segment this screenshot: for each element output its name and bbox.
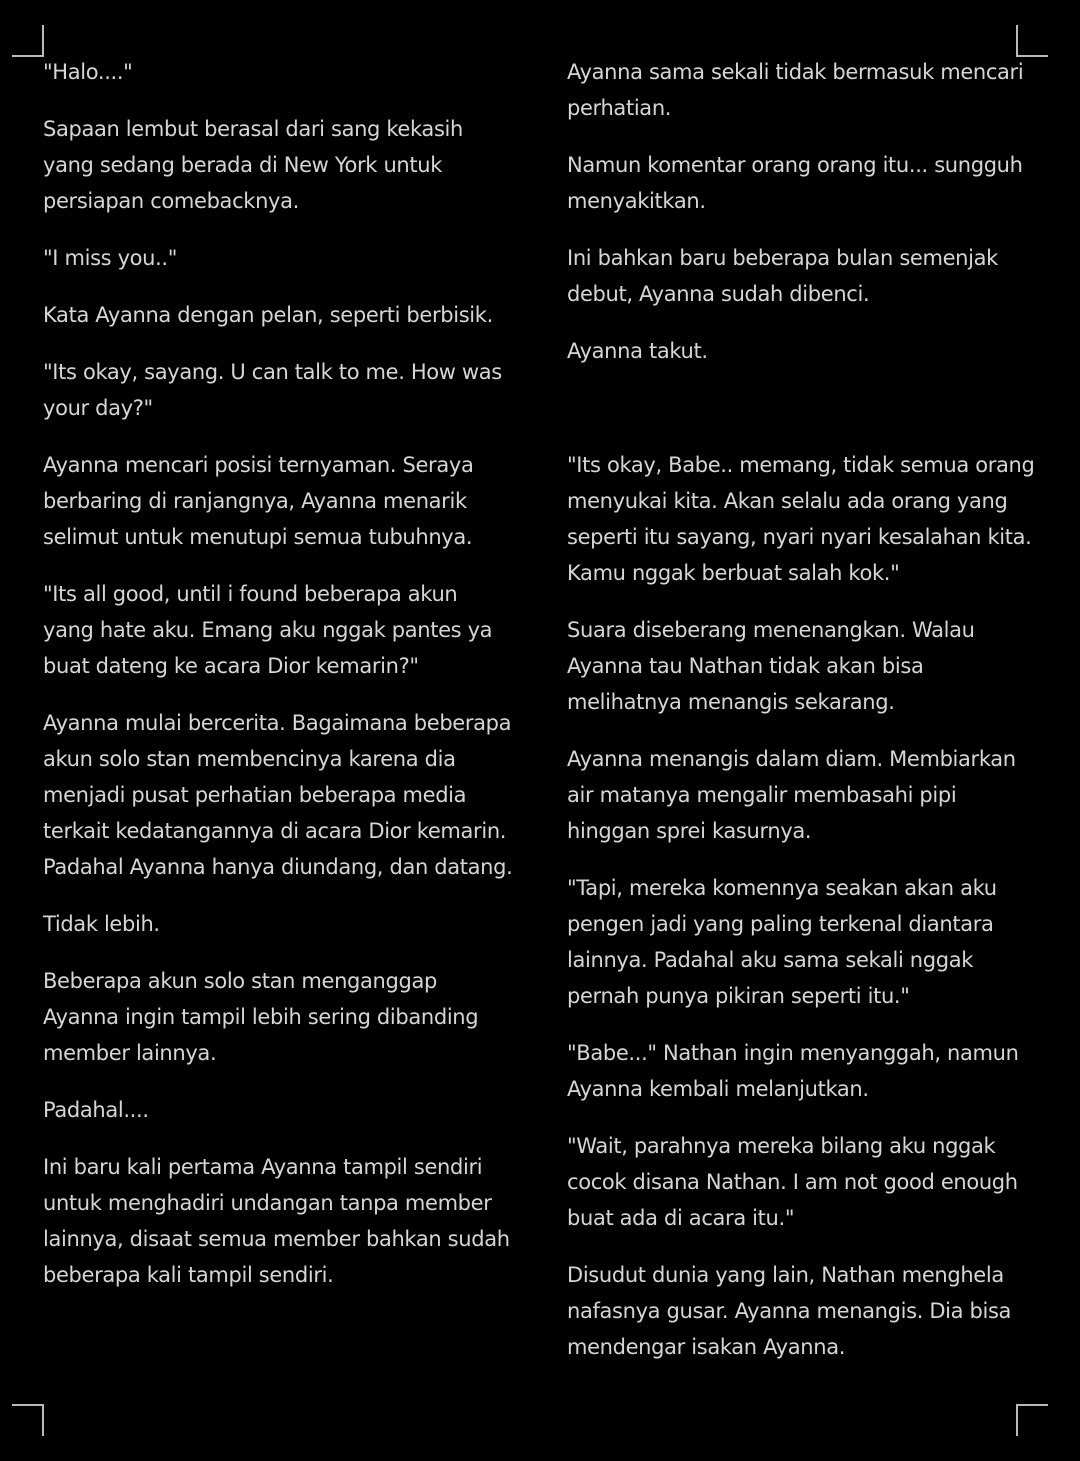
paragraph: Beberapa akun solo stan menganggap Ayanna ingin tampil lebih sering dibanding member lainnya.: [43, 969, 479, 1065]
paragraph: Ayanna takut.: [567, 339, 708, 363]
paragraph: Sapaan lembut berasal dari sang kekasih yang sedang berada di New York untuk persiapan comebacknya.: [43, 117, 463, 213]
paragraph: Ini baru kali pertama Ayanna tampil sendiri untuk menghadiri undangan tanpa member lainnya, disaat semua member bahkan sudah beberapa kali tampil sendiri.: [43, 1155, 510, 1287]
paragraph: Ini bahkan baru beberapa bulan semenjak debut, Ayanna sudah dibenci.: [567, 246, 998, 306]
paragraph: Ayanna mulai bercerita. Bagaimana beberapa akun solo stan membencinya karena dia menjadi pusat perhatian beberapa media terkait kedatangannya di acara Dior kemarin. Padahal Ayanna hanya diundang, dan datang.: [43, 711, 513, 879]
paragraph: Kata Ayanna dengan pelan, seperti berbisik.: [43, 303, 493, 327]
crop-mark-bottom-left: [12, 1404, 44, 1436]
paragraph: Disudut dunia yang lain, Nathan menghela nafasnya gusar. Ayanna menangis. Dia bisa mendengar isakan Ayanna.: [567, 1263, 1012, 1359]
paragraph: "Its okay, Babe.. memang, tidak semua orang menyukai kita. Akan selalu ada orang yang seperti itu sayang, nyari nyari kesalahan kita. Kamu nggak berbuat salah kok.": [567, 453, 1035, 585]
paragraph: "I miss you..": [43, 246, 178, 270]
paragraph: Namun komentar orang orang itu... sungguh menyakitkan.: [567, 153, 1023, 213]
paragraph: "Wait, parahnya mereka bilang aku nggak cocok disana Nathan. I am not good enough buat ada di acara itu.": [567, 1134, 1018, 1230]
right-text-column: [567, 54, 1037, 1386]
blank-line-gap: [567, 390, 1037, 447]
crop-mark-top-right: [1016, 25, 1048, 57]
paragraph: Ayanna menangis dalam diam. Membiarkan air matanya mengalir membasahi pipi hinggan sprei kasurnya.: [567, 747, 1016, 843]
paragraph: "Its all good, until i found beberapa akun yang hate aku. Emang aku nggak pantes ya buat dateng ke acara Dior kemarin?": [43, 582, 493, 678]
crop-mark-bottom-right: [1016, 1404, 1048, 1436]
paragraph: Ayanna mencari posisi ternyaman. Seraya berbaring di ranjangnya, Ayanna menarik selimut untuk menutupi semua tubuhnya.: [43, 453, 474, 549]
paragraph: "Halo....": [43, 60, 133, 84]
paragraph: "Its okay, sayang. U can talk to me. How was your day?": [43, 360, 502, 420]
paragraph: Suara diseberang menenangkan. Walau Ayanna tau Nathan tidak akan bisa melihatnya menangis sekarang.: [567, 618, 975, 714]
paragraph: Ayanna sama sekali tidak bermasuk mencari perhatian.: [567, 60, 1024, 120]
crop-mark-top-left: [12, 25, 44, 57]
paragraph: Padahal....: [43, 1098, 149, 1122]
paragraph: "Tapi, mereka komennya seakan akan aku pengen jadi yang paling terkenal diantara lainnya. Padahal aku sama sekali nggak pernah punya pikiran seperti itu.": [567, 876, 997, 1008]
paragraph: Tidak lebih.: [43, 912, 160, 936]
paragraph: "Babe..." Nathan ingin menyanggah, namun Ayanna kembali melanjutkan.: [567, 1041, 1019, 1101]
left-text-column: [43, 54, 513, 1314]
